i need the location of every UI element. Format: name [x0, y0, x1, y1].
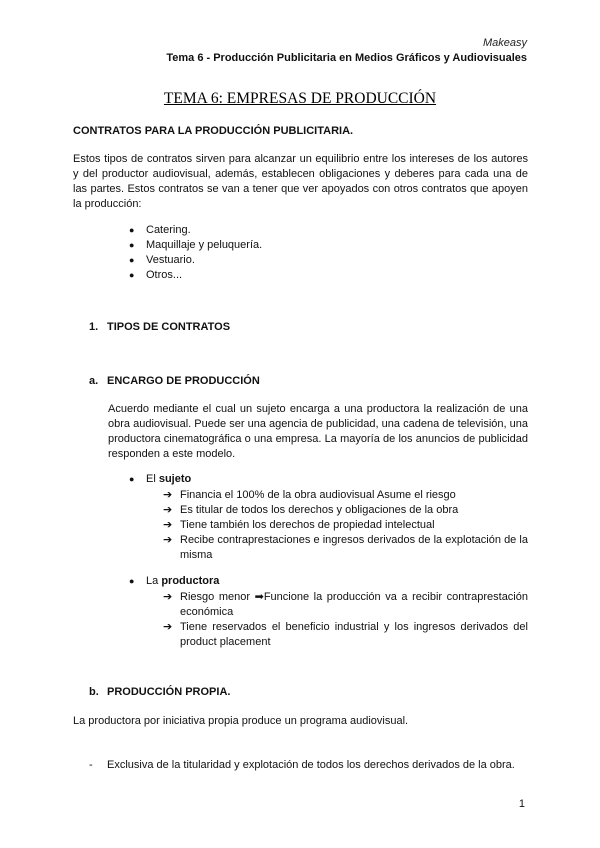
- heading-contratos: CONTRATOS PARA LA PRODUCCIÓN PUBLICITARIA.: [73, 125, 354, 137]
- list-item: ● Vestuario.: [129, 254, 195, 266]
- list-item: ● Otros...: [129, 269, 183, 281]
- encargo-paragraph: Acuerdo mediante el cual un sujeto encarga a una productora la realización de una obra audiovisual. Puede ser una agencia de publicidad, una cadena de televisión, una productora cinematográfica o una empresa. La mayoría de los anuncios de publicidad responden a este modelo.: [108, 403, 528, 460]
- arrow-right-icon: ➔: [163, 519, 173, 531]
- bullet-icon: ●: [129, 225, 135, 235]
- page-title: TEMA 6: EMPRESAS DE PRODUCCIÓN: [163, 90, 437, 107]
- dash-list-item: - Exclusiva de la titularidad y explotación de todos los derechos derivados de la obra.: [89, 759, 515, 771]
- list-item: ➔ Financia el 100% de la obra audiovisual Asume el riesgo: [163, 489, 456, 501]
- intro-paragraph: Estos tipos de contratos sirven para alcanzar un equilibrio entre los intereses de los autores y del productor audiovisual, además, establecen obligaciones y deberes para cada una de las partes. Estos contratos se van a tener que ver apoyados con otros contratos que apoyen la producción:: [73, 153, 528, 210]
- arrow-right-icon: ➔: [163, 621, 173, 633]
- arrow-right-icon: ➔: [163, 591, 173, 603]
- propia-paragraph: La productora por iniciativa propia produce un programa audiovisual.: [73, 715, 409, 727]
- list-item: ➔ Recibe contraprestaciones e ingresos derivados de la explotación de la misma: [163, 534, 528, 561]
- section-number: 1.: [89, 321, 99, 333]
- bullet-icon: ●: [129, 576, 135, 586]
- sujeto-group: [129, 472, 191, 487]
- page-number: 1: [518, 798, 525, 810]
- bullet-icon: ●: [129, 474, 135, 484]
- arrow-right-icon: ➔: [163, 489, 173, 501]
- list-item: ● Maquillaje y peluquería.: [129, 239, 263, 251]
- list-item: ➔ Es titular de todos los derechos y obligaciones de la obra: [163, 504, 459, 516]
- heading-tipos-contratos: 1. TIPOS DE CONTRATOS: [89, 321, 231, 333]
- heading-encargo: a. ENCARGO DE PRODUCCIÓN: [89, 375, 260, 387]
- dash-icon: -: [89, 759, 93, 771]
- arrow-right-icon: ➔: [163, 504, 173, 516]
- bullet-icon: ●: [129, 255, 135, 265]
- list-item: ➔ Riesgo menor ➡Funcione la producción va a recibir contraprestación económica: [163, 591, 528, 618]
- support-contracts-list: [129, 223, 262, 283]
- list-item: ➔ Tiene también los derechos de propiedad intelectual: [163, 519, 435, 531]
- list-item: ● Catering.: [129, 224, 191, 236]
- section-letter: a.: [89, 375, 99, 387]
- productora-group: [129, 574, 219, 589]
- bullet-icon: ●: [129, 240, 135, 250]
- header-subject: Tema 6 - Producción Publicitaria en Medios Gráficos y Audiovisuales: [166, 52, 527, 64]
- sujeto-points: [163, 488, 528, 563]
- sujeto-label: ● El sujeto: [129, 473, 192, 485]
- section-letter: b.: [89, 686, 99, 698]
- header-brand: Makeasy: [482, 37, 527, 49]
- productora-points: [163, 590, 528, 650]
- arrow-right-icon: ➔: [163, 534, 173, 546]
- bullet-icon: ●: [129, 270, 135, 280]
- heading-produccion-propia: b. PRODUCCIÓN PROPIA.: [89, 686, 231, 698]
- productora-label: ● La productora: [129, 575, 220, 587]
- list-item: ➔ Tiene reservados el beneficio industrial y los ingresos derivados del product placement: [163, 621, 528, 648]
